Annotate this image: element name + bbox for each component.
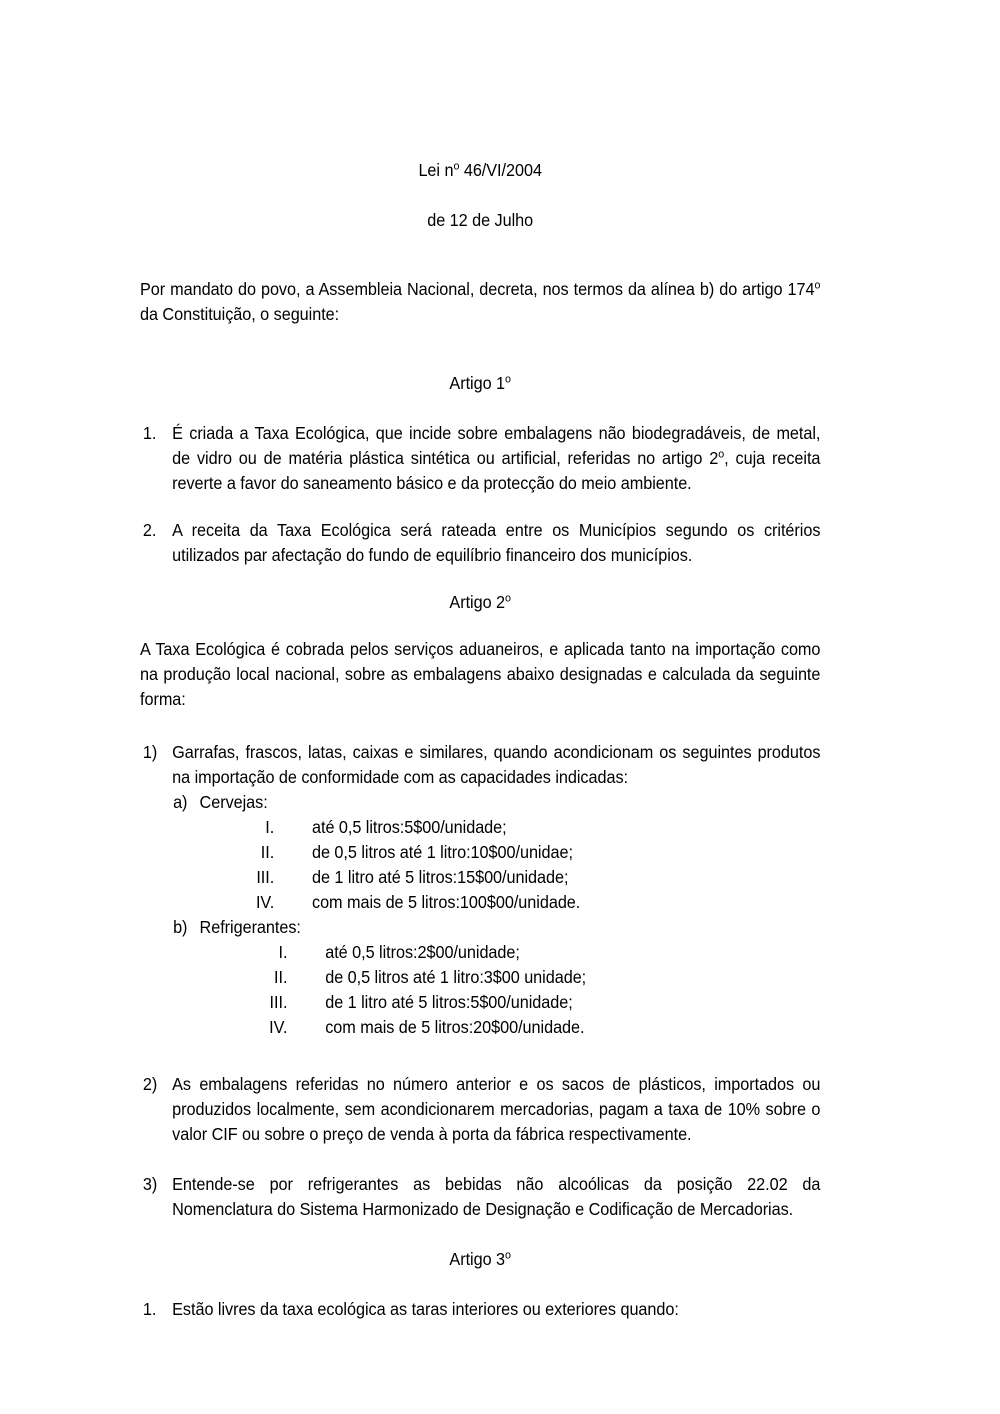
roman-item-text: com mais de 5 litros:20$00/unidade. bbox=[325, 1017, 585, 1037]
list-marker: 1. bbox=[142, 423, 157, 443]
sublist-marker: a) bbox=[173, 792, 188, 812]
list-marker: 3) bbox=[142, 1174, 158, 1194]
roman-list-item bbox=[140, 965, 820, 990]
list-item-text: Estão livres da taxa ecológica as taras interiores ou exteriores quando: bbox=[172, 1299, 679, 1319]
roman-item-text: de 1 litro até 5 litros:15$00/unidade; bbox=[311, 867, 569, 887]
law-date: de 12 de Julho bbox=[427, 210, 534, 230]
list-item bbox=[140, 1297, 820, 1322]
list-item-text: A receita da Taxa Ecológica será rateada entre os Municípios segundo os critérios utilizados par afectação do fundo de equilíbrio financeiro dos municípios. bbox=[172, 520, 821, 565]
spacer bbox=[140, 327, 820, 371]
spacer bbox=[140, 568, 820, 590]
roman-marker: II. bbox=[274, 967, 288, 987]
spacer bbox=[140, 1040, 820, 1072]
roman-item-text: de 0,5 litros até 1 litro:10$00/unidae; bbox=[311, 842, 573, 862]
ordinal-indicator: o bbox=[505, 373, 511, 386]
roman-list-item bbox=[140, 865, 820, 890]
roman-list-item bbox=[140, 990, 820, 1015]
list-item-text: Entende-se por refrigerantes as bebidas não alcoólicas da posição 22.02 da Nomenclatura do Sistema Harmonizado de Designação e Codificação de Mercadorias. bbox=[172, 1174, 821, 1219]
ordinal-indicator: o bbox=[505, 1249, 511, 1262]
roman-list-item bbox=[140, 1015, 820, 1040]
roman-marker: IV. bbox=[269, 1017, 288, 1037]
spacer bbox=[140, 1222, 820, 1247]
article-heading-1: Artigo 1$^o$ bbox=[449, 373, 511, 393]
list-marker: 1) bbox=[142, 742, 158, 762]
roman-item-text: com mais de 5 litros:100$00/unidade. bbox=[311, 892, 581, 912]
list-item bbox=[140, 518, 820, 568]
list-marker: 2) bbox=[142, 1074, 158, 1094]
sublist-header bbox=[140, 790, 820, 815]
roman-list-item bbox=[140, 840, 820, 865]
spacer bbox=[140, 712, 820, 740]
article-2-lead-paragraph: A Taxa Ecológica é cobrada pelos serviços aduaneiros, e aplicada tanto na importação como na produção local nacional, sobre as embalagens abaixo designadas e calculada da seguinte forma: bbox=[140, 639, 821, 709]
ordinal-indicator: o bbox=[453, 160, 460, 173]
spacer bbox=[140, 615, 820, 637]
roman-item-text: de 1 litro até 5 litros:5$00/unidade; bbox=[325, 992, 573, 1012]
sublist-marker: b) bbox=[173, 917, 188, 937]
sublist-label: Refrigerantes: bbox=[199, 917, 301, 937]
list-item-text: As embalagens referidas no número anterior e os sacos de plásticos, importados ou produzidos localmente, sem acondicionarem mercadorias, pagam a taxa de 10% sobre o valor CIF ou sobre o preço de venda à porta da fábrica respectivamente. bbox=[172, 1074, 821, 1144]
ordinal-indicator: o bbox=[814, 279, 821, 292]
sublist-header bbox=[140, 915, 820, 940]
law-title: Lei $n^o$ 46/VI/2004 bbox=[418, 160, 542, 180]
sublist-group bbox=[140, 915, 820, 1040]
spacer bbox=[140, 496, 820, 518]
ordinal-indicator: o bbox=[718, 448, 725, 461]
list-item-text: É criada a Taxa Ecológica, que incide sobre embalagens não biodegradáveis, de metal, de vidro ou de matéria plástica sintética ou artificial, referidas no artigo 2$^o$, cuja receita reverte a favor do saneamento básico e da protecção do meio ambiente. bbox=[172, 423, 821, 493]
list-item bbox=[140, 1072, 820, 1147]
list-item bbox=[140, 740, 820, 790]
roman-marker: IV. bbox=[255, 892, 275, 912]
roman-marker: II. bbox=[260, 842, 275, 862]
spacer bbox=[140, 183, 820, 208]
spacer bbox=[140, 1147, 820, 1172]
document-body bbox=[140, 158, 820, 1322]
sublist-label: Cervejas: bbox=[199, 792, 268, 812]
roman-item-text: de 0,5 litros até 1 litro:3$00 unidade; bbox=[325, 967, 587, 987]
preamble-paragraph: Por mandato do povo, a Assembleia Nacional, decreta, nos termos da alínea b) do artigo 174$^o$ da Constituição, o seguinte: bbox=[140, 279, 821, 324]
sublist-group bbox=[140, 790, 820, 915]
list-marker: 2. bbox=[142, 520, 157, 540]
roman-marker: I. bbox=[265, 817, 275, 837]
list-item-text: Garrafas, frascos, latas, caixas e similares, quando acondicionam os seguintes produtos na importação de conformidade com as capacidades indicadas: bbox=[172, 742, 821, 787]
ordinal-indicator: o bbox=[505, 592, 511, 605]
list-item bbox=[140, 1172, 820, 1222]
spacer bbox=[140, 396, 820, 421]
roman-marker: I. bbox=[278, 942, 288, 962]
list-marker: 1. bbox=[142, 1299, 157, 1319]
roman-list-item bbox=[140, 940, 820, 965]
roman-list-item bbox=[140, 890, 820, 915]
spacer bbox=[140, 1272, 820, 1297]
article-heading-2: Artigo 2$^o$ bbox=[449, 592, 511, 612]
roman-marker: III. bbox=[256, 867, 275, 887]
roman-item-text: até 0,5 litros:2$00/unidade; bbox=[325, 942, 520, 962]
article-heading-3: Artigo 3$^o$ bbox=[449, 1249, 511, 1269]
roman-list-item bbox=[140, 815, 820, 840]
list-item bbox=[140, 421, 820, 496]
roman-marker: III. bbox=[269, 992, 288, 1012]
spacer bbox=[140, 233, 820, 277]
roman-item-text: até 0,5 litros:5$00/unidade; bbox=[311, 817, 507, 837]
